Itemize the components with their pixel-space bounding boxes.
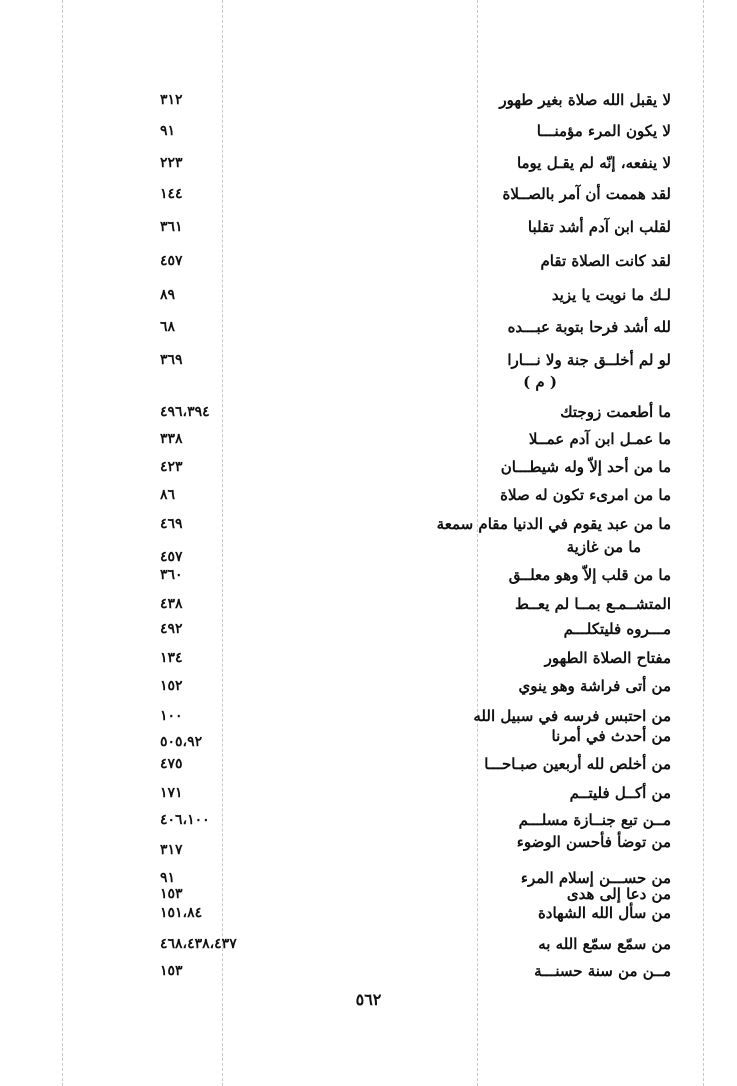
hadith-text: مــن من سنة حسنـــة bbox=[534, 962, 671, 980]
index-row bbox=[0, 251, 737, 277]
index-row bbox=[0, 485, 737, 511]
page-ref: ٥٠٥،٩٢ bbox=[160, 734, 203, 750]
page-number: ٥٦٢ bbox=[355, 990, 382, 1009]
index-row bbox=[0, 457, 737, 483]
page-ref: ١٥٣ bbox=[160, 886, 183, 902]
hadith-text: لا ينفعه، إنّه لم يقـل يوما bbox=[516, 154, 671, 172]
hadith-text: لا يكون المرء مؤمنـــا bbox=[536, 122, 671, 140]
index-row bbox=[0, 537, 737, 563]
hadith-text: ما من امرىء تكون له صلاة bbox=[500, 486, 671, 504]
hadith-text: من أتى فراشة وهو ينوي bbox=[518, 677, 671, 695]
page-ref: ١٥٢ bbox=[160, 678, 183, 694]
section-letter: ( م ) bbox=[523, 373, 557, 391]
page-ref: ٤٢٣ bbox=[160, 459, 183, 475]
page-ref: ٤٩٦،٣٩٤ bbox=[160, 404, 210, 420]
hadith-text: من أخلص لله أربعين صبـاحـــا bbox=[484, 755, 671, 773]
page-ref: ٤٩٢ bbox=[160, 621, 183, 637]
hadith-text: من احتبس فرسه في سبيل الله bbox=[473, 707, 671, 725]
index-row bbox=[0, 783, 737, 809]
page-ref: ١٥١،٨٤ bbox=[160, 905, 203, 921]
hadith-text: مفتاح الصلاة الطهور bbox=[544, 649, 671, 667]
hadith-text: من توضأ فأحسن الوضوء bbox=[516, 833, 671, 851]
hadith-text: من حســـن إسلام المرء bbox=[520, 869, 671, 887]
index-row bbox=[0, 285, 737, 311]
hadith-text: مـــروه فليتكلـــم bbox=[563, 620, 671, 638]
index-row bbox=[0, 402, 737, 428]
page-ref: ٤٠٦،١٠٠ bbox=[160, 812, 210, 828]
hadith-text: ما من غازية bbox=[566, 538, 641, 556]
page-ref: ٦٨ bbox=[160, 319, 176, 335]
hadith-text: من أكــل فليتــم bbox=[569, 784, 671, 802]
page-ref: ٩١ bbox=[160, 123, 176, 139]
page-ref: ٨٩ bbox=[160, 287, 176, 303]
index-row bbox=[0, 153, 737, 179]
index-row bbox=[0, 648, 737, 674]
hadith-text: مــن تبع جنــازة مسلـــم bbox=[518, 811, 671, 829]
page-ref: ١٧١ bbox=[160, 785, 183, 801]
page-ref: ٣٦١ bbox=[160, 219, 183, 235]
hadith-text: ما أطعمت زوجتك bbox=[560, 403, 671, 421]
hadith-text: لله أشد فرحا بتوبة عبـــده bbox=[507, 318, 671, 336]
page-ref: ٤٦٩ bbox=[160, 516, 183, 532]
index-row bbox=[0, 676, 737, 702]
index-row bbox=[0, 903, 737, 929]
index-row bbox=[0, 217, 737, 243]
page-ref: ٣٦٠ bbox=[160, 567, 183, 583]
hadith-text: لا يقبل الله صلاة بغير طهور bbox=[499, 91, 671, 109]
hadith-text: لقلب ابن آدم أشد تقلبا bbox=[527, 218, 671, 236]
index-row bbox=[0, 619, 737, 645]
index-row bbox=[0, 317, 737, 343]
hadith-text: من سأل الله الشهادة bbox=[537, 904, 671, 922]
page-ref: ٨٦ bbox=[160, 487, 176, 503]
index-row bbox=[0, 726, 737, 752]
index-row bbox=[0, 961, 737, 987]
index-row bbox=[0, 934, 737, 960]
page-ref: ٩١ bbox=[160, 870, 176, 886]
section-letter-row bbox=[0, 372, 737, 398]
page-ref: ٣١٢ bbox=[160, 92, 183, 108]
index-row bbox=[0, 184, 737, 210]
page-ref: ٤٥٧ bbox=[160, 253, 183, 269]
page-ref: ٣٦٩ bbox=[160, 352, 183, 368]
hadith-text: لقد هممت أن آمر بالصــلاة bbox=[502, 185, 671, 203]
index-row bbox=[0, 121, 737, 147]
page-ref: ١٣٤ bbox=[160, 650, 183, 666]
index-row bbox=[0, 832, 737, 858]
index-row bbox=[0, 90, 737, 116]
hadith-text: المتشــمـع بمــا لم يعــط bbox=[514, 595, 671, 613]
page-ref: ٤٥٧ bbox=[160, 549, 183, 565]
page-ref: ٤٣٨ bbox=[160, 596, 183, 612]
index-row bbox=[0, 594, 737, 620]
hadith-text: ما من قلب إلاّ وهو معلــق bbox=[508, 566, 671, 584]
index-row bbox=[0, 754, 737, 780]
page-ref: ١٤٤ bbox=[160, 186, 183, 202]
hadith-text: من أحدث في أمرنا bbox=[551, 727, 671, 745]
page-ref: ٤٧٥ bbox=[160, 756, 183, 772]
hadith-text: ما من عبد يقوم في الدنيا مقام سمعة bbox=[436, 515, 671, 533]
page-ref: ١٥٣ bbox=[160, 963, 183, 979]
page-ref: ٤٦٨،٤٣٨،٤٣٧ bbox=[160, 936, 237, 952]
page-ref: ٢٢٣ bbox=[160, 155, 183, 171]
page-ref: ٣١٧ bbox=[160, 842, 183, 858]
hadith-text: لـك ما نويت يا يزيد bbox=[551, 286, 671, 304]
hadith-text: لقد كانت الصلاة تقام bbox=[540, 252, 671, 270]
hadith-text: ما من أحد إلاّ وله شيطـــان bbox=[500, 458, 671, 476]
index-row bbox=[0, 429, 737, 455]
page-ref: ١٠٠ bbox=[160, 708, 183, 724]
hadith-text: من دعا إلى هدى bbox=[566, 885, 671, 903]
page-ref: ٣٣٨ bbox=[160, 431, 183, 447]
hadith-text: من سمّع سمّع الله به bbox=[538, 935, 671, 953]
hadith-text: ما عمـل ابن آدم عمــلا bbox=[528, 430, 671, 448]
hadith-text: لو لم أخلــق جنة ولا نـــارا bbox=[507, 351, 671, 369]
index-row bbox=[0, 565, 737, 591]
